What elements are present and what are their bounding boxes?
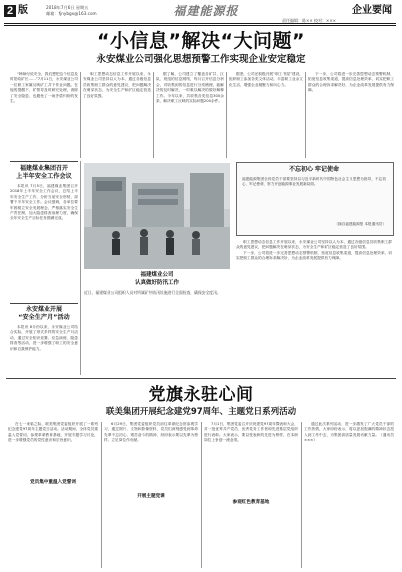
left-box2-paragraph: 本报讯 6月份以来，永安煤业公司结合实际，开展了形式多样的安全生产月活动，通过安全知识竞赛、应急演练、隐患排查等活动，进一步增强了职工的安全意识和自我保护能力。	[10, 325, 78, 351]
left-box-title-2: 上半年安全工作会议	[16, 173, 72, 180]
page-number: 2	[4, 5, 16, 17]
photo-illustration	[84, 163, 230, 269]
photo-title: 福建煤业公司	[140, 272, 174, 278]
right-lower-paragraph: 下一步，公司将进一步完善思想动态预警机制，拓宽信息收集渠道，提高信息处理效率，切实把职工群众的合理诉求解决好，为企业改革发展提供有力保障。	[236, 250, 392, 261]
second-column-1	[8, 422, 98, 568]
notice-title: 不忘初心 牢记使命	[288, 166, 340, 173]
left-box-paragraph: 本报讯 7月5日，福建煤业集团召开2018年上半年安全工作会议，总结上半年安全生产工作，分析当前安全形势，部署下半年安全工作。会议强调，各单位要牢固树立安全发展理念，严格落实安全生产责任制，加大隐患排查治理力度，确保全年安全生产目标任务圆满完成。	[10, 184, 78, 221]
news-photo	[84, 163, 230, 269]
box-rule	[10, 161, 78, 162]
lead-column-4	[229, 72, 303, 158]
lead-column-2	[83, 72, 151, 158]
second-paragraph: 通过此次系列活动，进一步激发了广大党员干部的工作热情，大家纷纷表示，将以更加饱满的精神状态投入到工作中去，为集团高质量发展贡献力量。（通讯员 ×××）	[304, 422, 394, 443]
left-box-title: 福建煤业集团召开	[19, 165, 68, 172]
edition-line: 邮箱：fjnybgx@163.com	[46, 10, 97, 16]
lead-paragraph: “韩师付说安全，我们想把这个信息及时报给矿长……”7月11日，永安煤业公司一位职工家属反映矿工井下作业问题。在他的提醒下，矿领导及时研究处理，消除了安全隐患，也避免了一场矛盾纠纷的发生。	[10, 72, 78, 104]
second-subheadline: 联美集团开展纪念建党97周年、主题党日系列活动	[105, 407, 297, 417]
left-box-body	[10, 184, 78, 300]
page-label: 版	[18, 5, 28, 16]
notice-source: （摘自福建能源报 本报通讯员）	[334, 222, 386, 226]
lead-paragraph: 据了解，公司建立了覆盖各矿井、区队、班组的信息网络，每月召开信息分析会，对收集到的信息进行分类梳理，能解决的及时解决，一时难以解决的做好解释工作。今年以来，共收集各类信息300余条，解决职工反映的实际问题200余件。	[156, 72, 224, 104]
second-headline: 党旗永驻心间	[148, 385, 254, 405]
second-section-head: 参观红色教育基地	[232, 500, 270, 505]
left-box2-title-2: “安全生产月”活动	[18, 314, 70, 321]
date-line: 2018年7月6日 星期五	[46, 5, 89, 10]
left-box2-body	[10, 325, 78, 375]
section-title: 企业要闻	[352, 5, 392, 16]
second-paragraph: 7月1日，集团党委召开庆祝建党97周年暨表彰大会，对一批优秀共产党员、优秀党务工作者和先进基层党组织进行表彰。大家表示，要以受表彰的先进为榜样，在本职岗位上争创一流业绩。	[204, 422, 298, 443]
lead-paragraph: 下一步，公司将进一步完善思想动态预警机制，拓宽信息收集渠道，提高信息处理效率，切实把职工群众的合理诉求解决好，为企业改革发展提供有力保障。	[308, 72, 394, 93]
second-paragraph: 在七一来临之际，联美集团党委组织开展了一系列纪念建党97周年主题党日活动。活动期间，全体党员重温入党誓词，参观革命教育基地，开展专题学习讨论，进一步增强党员的党性意识和宗旨意识。	[8, 422, 98, 443]
second-column-4	[304, 422, 394, 568]
lead-column-1	[10, 72, 78, 158]
story-divider	[6, 378, 396, 379]
second-section-head: 党员集中重温入党誓词	[30, 480, 76, 485]
masthead-rule	[4, 23, 396, 24]
notice-body: 福建能源集团全体党员干部要坚持以习近平新时代中国特色社会主义思想为指导，不忘初心、牢记使命，努力开创能源事业发展新局面。	[242, 177, 386, 187]
right-lower-paragraph: 职工思想动态信息工作开展以来，永安煤业公司坚持以人为本，通过各级信息员收集职工群众的意见建议，把问题解决在萌芽状态，为安全生产和矿区稳定营造了良好氛围。	[236, 240, 392, 250]
lead-paragraph: 职工思想动态信息工作开展以来，永安煤业公司坚持以人为本，通过各级信息员收集职工群众的意见建议，把问题解决在萌芽状态，为安全生产和矿区稳定营造了良好氛围。	[83, 72, 151, 98]
lead-column-5	[308, 72, 394, 158]
main-headline: “小信息”解决“大问题”	[97, 30, 305, 52]
editor-line: 责任编辑：陈×× 校对：×××	[282, 18, 337, 23]
second-section-head: 开展主题党课	[137, 494, 165, 499]
main-subheadline: 永安煤业公司强化思想预警工作实现企业安定稳定	[96, 54, 306, 65]
photo-subtitle: 认真做好防汛工作	[134, 280, 179, 286]
second-column-3	[204, 422, 298, 568]
second-paragraph: 6月29日，集团党委组织党员前往革命纪念馆参观学习，通过图片、文物和影像资料，党员们深刻感受到革命先辈不忘初心、艰苦奋斗的精神，纷纷表示要以先辈为榜样，立足岗位作贡献。	[104, 422, 198, 443]
photo-caption: 近日，福建煤业公司组织人员对所属矿井防汛设施进行全面检查，确保安全度汛。	[84, 290, 221, 295]
box-rule	[10, 303, 78, 304]
lead-column-3	[156, 72, 224, 158]
lead-paragraph: 据悉，公司还积极开展“职工书屋”建设，组织职工参加各类文体活动，丰富职工业余文化生活，增强企业凝聚力和向心力。	[229, 72, 303, 87]
left-box2-title: 永安煤业开展	[25, 306, 62, 313]
paper-name: 福建能源报	[173, 4, 239, 18]
right-lower-column	[236, 240, 392, 375]
